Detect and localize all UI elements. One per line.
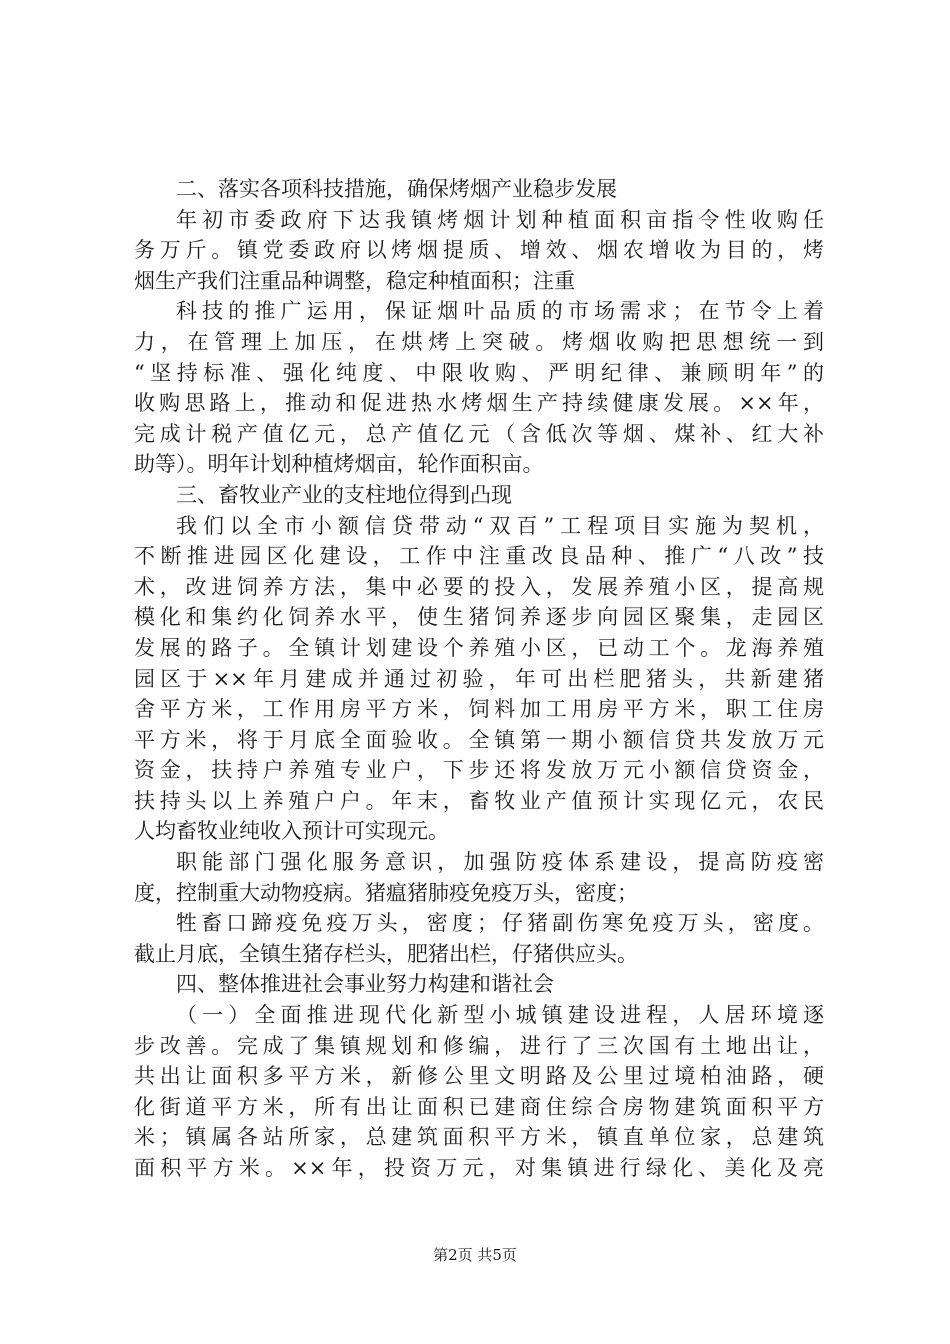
section-heading-2: 二、落实各项科技措施，确保烤烟产业稳步发展 [176, 177, 617, 201]
paragraph-line: 年初市委政府下达我镇烤烟计划种植面积亩指令性收购任 [176, 207, 824, 232]
paragraph-line: 我们以全市小额信贷带动“双百”工程项目实施为契机， [176, 513, 824, 538]
paragraph-line: 力，在管理上加压，在烘烤上突破。烤烟收购把思想统一到 [134, 329, 824, 354]
paragraph-line: 度，控制重大动物疫病。猪瘟猪肺疫免疫万头，密度； [134, 880, 638, 905]
paragraph-line: 收购思路上，推动和促进热水烤烟生产持续健康发展。××年， [134, 391, 824, 416]
paragraph-line: 面积平方米。××年，投资万元，对集镇进行绿化、美化及亮 [134, 1156, 824, 1180]
paragraph-line: （一）全面推进现代化新型小城镇建设进程，人居环境逐 [176, 1003, 824, 1028]
paragraph-line: 务万斤。镇党委政府以烤烟提质、增效、烟农增收为目的，烤 [134, 238, 824, 263]
paragraph-line: 截止月底，全镇生猪存栏头，肥猪出栏，仔猪供应头。 [134, 941, 638, 966]
paragraph-line: 科技的推广运用，保证烟叶品质的市场需求；在节令上着 [176, 299, 824, 324]
paragraph-line: “坚持标准、强化纯度、中限收购、严明纪律、兼顾明年”的 [134, 360, 824, 385]
paragraph-line: 不断推进园区化建设，工作中注重改良品种、推广“八改”技 [134, 544, 824, 569]
paragraph-line: 米；镇属各站所家，总建筑面积平方米，镇直单位家，总建筑 [134, 1125, 824, 1150]
paragraph-line: 完成计税产值亿元，总产值亿元（含低次等烟、煤补、红大补 [134, 421, 824, 446]
paragraph-line: 牲畜口蹄疫免疫万头，密度；仔猪副伤寒免疫万头，密度。 [176, 911, 824, 936]
paragraph-line: 园区于××年月建成并通过初验，年可出栏肥猪头，共新建猪 [134, 666, 824, 691]
paragraph-line: 资金，扶持户养殖专业户，下步还将发放万元小额信贷资金， [134, 758, 824, 783]
document-body [134, 174, 824, 1184]
paragraph-line: 化街道平方米，所有出让面积已建商住综合房物建筑面积平方 [134, 1094, 824, 1119]
paragraph-line: 人均畜牧业纯收入预计可实现元。 [134, 819, 449, 844]
paragraph-line: 舍平方米，工作用房平方米，饲料加工用房平方米，职工住房 [134, 697, 824, 722]
paragraph-line: 共出让面积多平方米，新修公里文明路及公里过境柏油路，硬 [134, 1064, 824, 1089]
section-heading-3: 三、畜牧业产业的支柱地位得到凸现 [176, 482, 512, 507]
paragraph-line: 术，改进饲养方法，集中必要的投入，发展养殖小区，提高规 [134, 574, 824, 599]
paragraph-line: 步改善。完成了集镇规划和修编，进行了三次国有土地出让， [134, 1033, 824, 1058]
paragraph-line: 助等）。明年计划种植烤烟亩，轮作面积亩。 [134, 452, 544, 477]
paragraph-line: 扶持头以上养殖户户。年末，畜牧业产值预计实现亿元，农民 [134, 788, 824, 813]
paragraph-line: 平方米，将于月底全面验收。全镇第一期小额信贷共发放万元 [134, 727, 824, 752]
paragraph-line: 发展的路子。全镇计划建设个养殖小区，已动工个。龙海养殖 [134, 635, 824, 660]
paragraph-line: 烟生产我们注重品种调整，稳定种植面积；注重 [134, 268, 575, 293]
paragraph-line: 模化和集约化饲养水平，使生猪饲养逐步向园区聚集，走园区 [134, 605, 824, 630]
page-number-footer: 第2页 共5页 [433, 1246, 517, 1264]
paragraph-line: 职能部门强化服务意识，加强防疫体系建设，提高防疫密 [176, 850, 824, 875]
section-heading-4: 四、整体推进社会事业努力构建和谐社会 [176, 972, 554, 997]
